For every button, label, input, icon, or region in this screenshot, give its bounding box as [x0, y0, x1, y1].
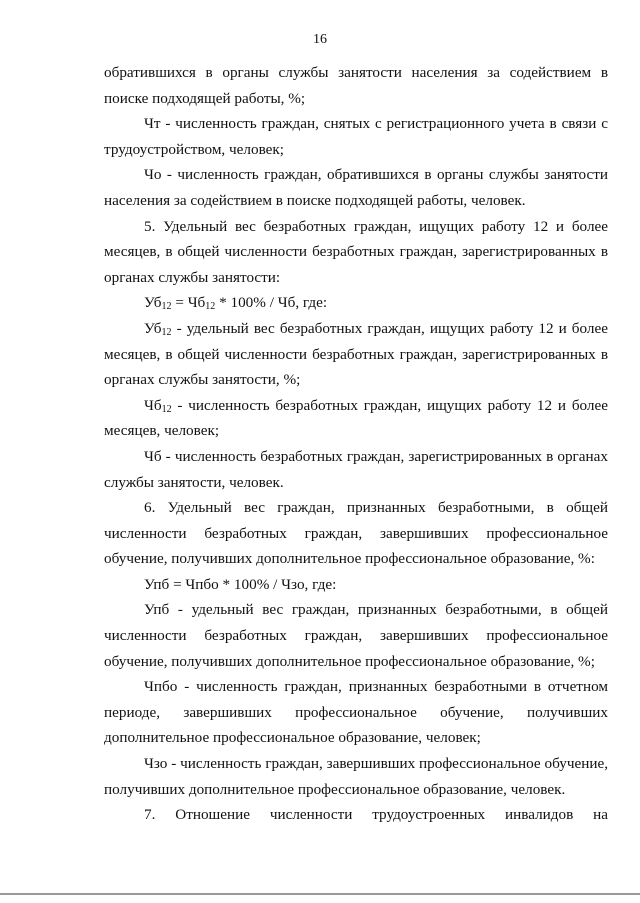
paragraph-definition-cho: Чо - численность граждан, обратившихся в органы службы занятости населения за содействием в поиске подходящей работы, человек. [104, 166, 608, 209]
subscript: 12 [161, 301, 172, 313]
paragraph-definition-chb: Чб - численность безработных граждан, зарегистрированных в органах службы занятости, человек. [104, 447, 608, 491]
paragraph-item-6: 6. Удельный вес граждан, признанных безработными, в общей численности безработных граждан, завершивших профессиональное обучение, получивших дополнительное профессиональное образование, %: [104, 499, 608, 568]
paragraph-definition-chzo: Чзо - численность граждан, завершивших профессиональное обучение, получивших дополнительное профессиональное образование, человек. [104, 755, 608, 798]
paragraph-item-7: 7. Отношение численности трудоустроенных инвалидов на [144, 806, 608, 824]
paragraph-definition-chb12 [104, 393, 608, 444]
definition-text: - удельный вес безработных граждан, ищущих работу 12 и более месяцев, в общей численности безработных граждан, зарегистрированных в органах службы занятости, %; [104, 319, 608, 389]
paragraph-definition-ub12 [104, 316, 608, 393]
subscript: 12 [205, 301, 216, 313]
formula-upb: Упб = Чпбо * 100% / Чзо, где: [144, 575, 337, 593]
subscript: 12 [161, 403, 172, 415]
term: Чб [144, 396, 162, 414]
paragraph-definition-upb: Упб - удельный вес граждан, признанных безработными, в общей численности безработных граждан, завершивших профессиональное обучение, получивших дополнительное профессиональное образование, %; [104, 601, 608, 670]
paragraph-item-5: 5. Удельный вес безработных граждан, ищущих работу 12 и более месяцев, в общей численности безработных граждан, зарегистрированных в органах службы занятости: [104, 217, 608, 286]
subscript: 12 [161, 326, 172, 338]
paragraph-continuation: обратившихся в органы службы занятости населения за содействием в поиске подходящей работы, %; [104, 64, 608, 107]
paragraph-definition-cht: Чт - численность граждан, снятых с регистрационного учета в связи с трудоустройством, человек; [104, 115, 608, 158]
page-number: 16 [313, 32, 327, 47]
term: Уб [144, 319, 162, 337]
page-bottom-edge [0, 893, 640, 895]
paragraph-definition-chpbo: Чпбо - численность граждан, признанных безработными в отчетном периоде, завершивших профессиональное обучение, получивших дополнительное профессиональное образование, человек; [104, 678, 608, 747]
formula-ub12 [104, 290, 608, 316]
definition-text: - численность безработных граждан, ищущих работу 12 и более месяцев, человек; [104, 396, 608, 440]
formula-term: Уб [144, 294, 162, 312]
document-body [104, 60, 608, 828]
formula-term: = Чб [171, 294, 206, 312]
formula-term: * 100% / Чб, где: [215, 294, 328, 312]
